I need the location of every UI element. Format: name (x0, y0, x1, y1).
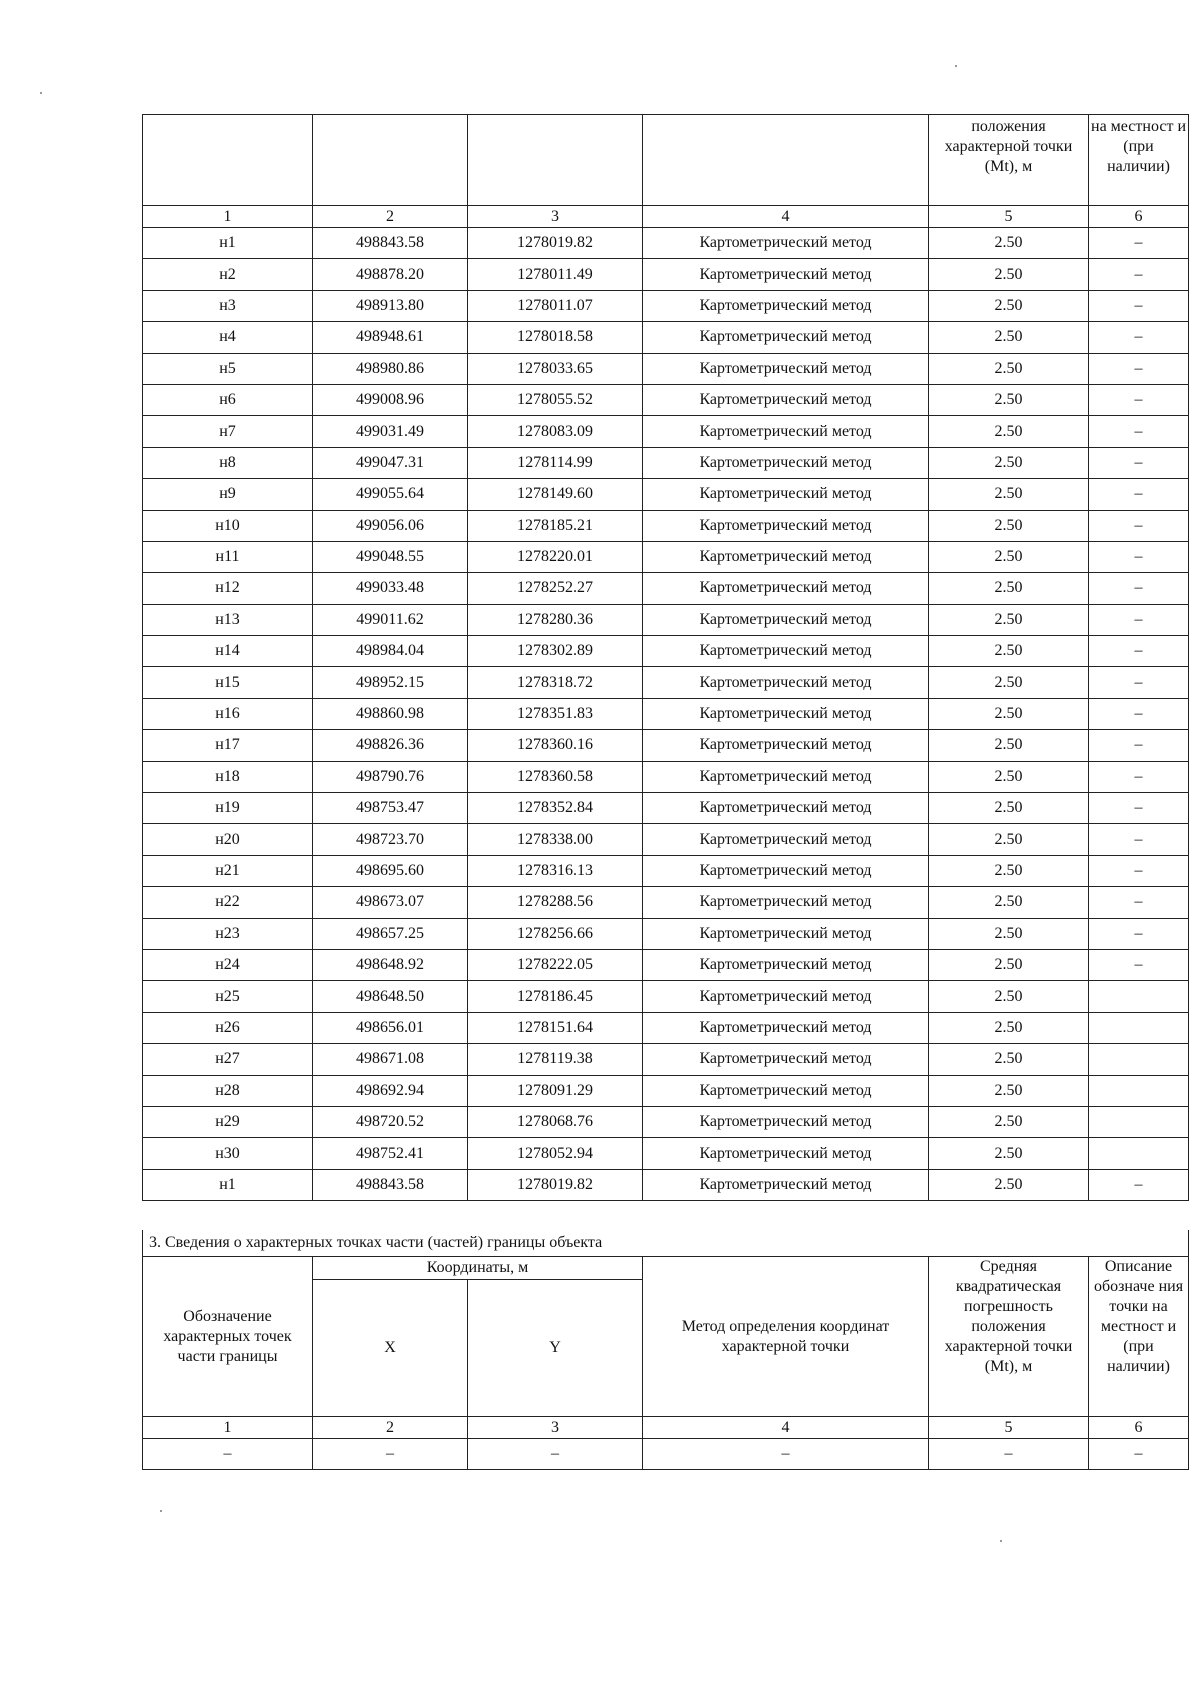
section3-header-row-1 (143, 1257, 1189, 1280)
header-coordinates: Координаты, м (313, 1257, 643, 1280)
point-name-cell: н19 (143, 793, 313, 824)
x-coordinate-cell: 498695.60 (313, 855, 468, 886)
y-coordinate-cell: 1278338.00 (468, 824, 643, 855)
x-coordinate-cell: 498843.58 (313, 1169, 468, 1200)
point-name-cell: н23 (143, 918, 313, 949)
mean-error-cell: 2.50 (929, 1044, 1089, 1075)
y-coordinate-cell: 1278149.60 (468, 479, 643, 510)
point-name-cell: н12 (143, 573, 313, 604)
description-cell: – (1089, 353, 1189, 384)
column-number-row (143, 1417, 1189, 1439)
description-cell (1089, 1012, 1189, 1043)
point-name-cell: н18 (143, 761, 313, 792)
method-cell: Картометрический метод (643, 698, 929, 729)
point-name-cell: н17 (143, 730, 313, 761)
mean-error-cell: 2.50 (929, 604, 1089, 635)
point-name-cell: н15 (143, 667, 313, 698)
x-coordinate-cell: 498984.04 (313, 636, 468, 667)
method-cell: Картометрический метод (643, 855, 929, 886)
y-coordinate-cell: 1278083.09 (468, 416, 643, 447)
table-row (143, 636, 1189, 667)
method-cell: Картометрический метод (643, 353, 929, 384)
description-cell: – (1089, 290, 1189, 321)
method-cell: Картометрический метод (643, 510, 929, 541)
description-cell: – (1089, 447, 1189, 478)
col-number: 2 (313, 206, 468, 228)
table-row (143, 384, 1189, 415)
mean-error-cell: 2.50 (929, 667, 1089, 698)
scan-speck (1000, 1540, 1002, 1542)
header-description: Описание обозначе ния точки на местност и (при наличии) (1089, 1257, 1189, 1417)
point-name-cell: н2 (143, 259, 313, 290)
y-coordinate-cell: 1278252.27 (468, 573, 643, 604)
description-cell: – (1089, 949, 1189, 980)
y-coordinate-cell: 1278068.76 (468, 1106, 643, 1137)
x-coordinate-cell: 498656.01 (313, 1012, 468, 1043)
y-coordinate-cell: 1278351.83 (468, 698, 643, 729)
point-name-cell: н20 (143, 824, 313, 855)
y-coordinate-cell: 1278011.07 (468, 290, 643, 321)
mean-error-cell: 2.50 (929, 1075, 1089, 1106)
method-cell: Картометрический метод (643, 322, 929, 353)
mean-error-cell: 2.50 (929, 573, 1089, 604)
x-coordinate-cell: 498720.52 (313, 1106, 468, 1137)
y-coordinate-cell: 1278186.45 (468, 981, 643, 1012)
y-coordinate-cell: 1278318.72 (468, 667, 643, 698)
x-coordinate-cell: 498753.47 (313, 793, 468, 824)
table-row (143, 1075, 1189, 1106)
table-row (143, 855, 1189, 886)
empty-cell: – (929, 1439, 1089, 1470)
boundary-points-table (142, 114, 1189, 1201)
x-coordinate-cell: 498648.92 (313, 949, 468, 980)
point-name-cell: н4 (143, 322, 313, 353)
mean-error-cell: 2.50 (929, 1012, 1089, 1043)
y-coordinate-cell: 1278018.58 (468, 322, 643, 353)
mean-error-cell: 2.50 (929, 353, 1089, 384)
point-name-cell: н10 (143, 510, 313, 541)
mean-error-cell: 2.50 (929, 824, 1089, 855)
method-cell: Картометрический метод (643, 1138, 929, 1169)
header-x: X (313, 1280, 468, 1417)
method-cell: Картометрический метод (643, 981, 929, 1012)
y-coordinate-cell: 1278119.38 (468, 1044, 643, 1075)
table-header-continued (143, 115, 1189, 206)
col-number: 4 (643, 1417, 929, 1439)
y-coordinate-cell: 1278360.58 (468, 761, 643, 792)
mean-error-cell: 2.50 (929, 290, 1089, 321)
header-cell-5: положения характерной точки (Mt), м (929, 115, 1089, 206)
y-coordinate-cell: 1278055.52 (468, 384, 643, 415)
point-name-cell: н3 (143, 290, 313, 321)
mean-error-cell: 2.50 (929, 479, 1089, 510)
header-cell-4 (643, 115, 929, 206)
x-coordinate-cell: 499031.49 (313, 416, 468, 447)
point-name-cell: н14 (143, 636, 313, 667)
method-cell: Картометрический метод (643, 636, 929, 667)
method-cell: Картометрический метод (643, 259, 929, 290)
y-coordinate-cell: 1278033.65 (468, 353, 643, 384)
empty-cell: – (468, 1439, 643, 1470)
mean-error-cell: 2.50 (929, 981, 1089, 1012)
mean-error-cell: 2.50 (929, 855, 1089, 886)
method-cell: Картометрический метод (643, 290, 929, 321)
x-coordinate-cell: 498723.70 (313, 824, 468, 855)
x-coordinate-cell: 499011.62 (313, 604, 468, 635)
table-row (143, 479, 1189, 510)
header-method: Метод определения координат характерной точки (643, 1257, 929, 1417)
description-cell (1089, 1044, 1189, 1075)
x-coordinate-cell: 498673.07 (313, 887, 468, 918)
point-name-cell: н6 (143, 384, 313, 415)
mean-error-cell: 2.50 (929, 322, 1089, 353)
table-row (143, 290, 1189, 321)
mean-error-cell: 2.50 (929, 887, 1089, 918)
point-name-cell: н29 (143, 1106, 313, 1137)
table-row (143, 824, 1189, 855)
scan-speck (40, 92, 42, 94)
description-cell: – (1089, 573, 1189, 604)
y-coordinate-cell: 1278352.84 (468, 793, 643, 824)
mean-error-cell: 2.50 (929, 259, 1089, 290)
table-row (143, 730, 1189, 761)
header-y: Y (468, 1280, 643, 1417)
y-coordinate-cell: 1278288.56 (468, 887, 643, 918)
point-name-cell: н24 (143, 949, 313, 980)
col-number: 1 (143, 206, 313, 228)
point-name-cell: н21 (143, 855, 313, 886)
description-cell (1089, 981, 1189, 1012)
table-row (143, 1044, 1189, 1075)
table-row (143, 887, 1189, 918)
description-cell: – (1089, 824, 1189, 855)
mean-error-cell: 2.50 (929, 447, 1089, 478)
description-cell: – (1089, 698, 1189, 729)
method-cell: Картометрический метод (643, 416, 929, 447)
x-coordinate-cell: 498752.41 (313, 1138, 468, 1169)
method-cell: Картометрический метод (643, 541, 929, 572)
table-row (143, 447, 1189, 478)
x-coordinate-cell: 498826.36 (313, 730, 468, 761)
description-cell: – (1089, 855, 1189, 886)
description-cell: – (1089, 479, 1189, 510)
mean-error-cell: 2.50 (929, 793, 1089, 824)
part-boundary-points-table (142, 1230, 1189, 1470)
x-coordinate-cell: 498878.20 (313, 259, 468, 290)
mean-error-cell: 2.50 (929, 510, 1089, 541)
method-cell: Картометрический метод (643, 761, 929, 792)
y-coordinate-cell: 1278019.82 (468, 228, 643, 259)
x-coordinate-cell: 499055.64 (313, 479, 468, 510)
point-name-cell: н22 (143, 887, 313, 918)
col-number: 3 (468, 206, 643, 228)
point-name-cell: н11 (143, 541, 313, 572)
point-name-cell: н5 (143, 353, 313, 384)
method-cell: Картометрический метод (643, 667, 929, 698)
mean-error-cell: 2.50 (929, 918, 1089, 949)
description-cell: – (1089, 887, 1189, 918)
y-coordinate-cell: 1278019.82 (468, 1169, 643, 1200)
empty-cell: – (313, 1439, 468, 1470)
description-cell: – (1089, 761, 1189, 792)
header-cell-3 (468, 115, 643, 206)
mean-error-cell: 2.50 (929, 636, 1089, 667)
table-row (143, 259, 1189, 290)
header-mean-error: Средняя квадратическая погрешность положения характерной точки (Mt), м (929, 1257, 1089, 1417)
point-name-cell: н1 (143, 1169, 313, 1200)
mean-error-cell: 2.50 (929, 1138, 1089, 1169)
empty-cell: – (1089, 1439, 1189, 1470)
point-name-cell: н26 (143, 1012, 313, 1043)
method-cell: Картометрический метод (643, 730, 929, 761)
method-cell: Картометрический метод (643, 887, 929, 918)
method-cell: Картометрический метод (643, 1106, 929, 1137)
x-coordinate-cell: 498913.80 (313, 290, 468, 321)
table-row (143, 793, 1189, 824)
table-row (143, 510, 1189, 541)
description-cell: – (1089, 793, 1189, 824)
mean-error-cell: 2.50 (929, 384, 1089, 415)
y-coordinate-cell: 1278280.36 (468, 604, 643, 635)
x-coordinate-cell: 498657.25 (313, 918, 468, 949)
point-name-cell: н30 (143, 1138, 313, 1169)
method-cell: Картометрический метод (643, 918, 929, 949)
table-row (143, 1138, 1189, 1169)
y-coordinate-cell: 1278151.64 (468, 1012, 643, 1043)
empty-cell: – (643, 1439, 929, 1470)
y-coordinate-cell: 1278256.66 (468, 918, 643, 949)
y-coordinate-cell: 1278052.94 (468, 1138, 643, 1169)
y-coordinate-cell: 1278360.16 (468, 730, 643, 761)
point-name-cell: н7 (143, 416, 313, 447)
mean-error-cell: 2.50 (929, 1169, 1089, 1200)
header-cell-2 (313, 115, 468, 206)
method-cell: Картометрический метод (643, 824, 929, 855)
method-cell: Картометрический метод (643, 1169, 929, 1200)
method-cell: Картометрический метод (643, 1012, 929, 1043)
description-cell: – (1089, 604, 1189, 635)
description-cell: – (1089, 384, 1189, 415)
mean-error-cell: 2.50 (929, 541, 1089, 572)
empty-cell: – (143, 1439, 313, 1470)
x-coordinate-cell: 499033.48 (313, 573, 468, 604)
mean-error-cell: 2.50 (929, 698, 1089, 729)
col-number: 1 (143, 1417, 313, 1439)
description-cell: – (1089, 730, 1189, 761)
mean-error-cell: 2.50 (929, 1106, 1089, 1137)
x-coordinate-cell: 498948.61 (313, 322, 468, 353)
table-row (143, 918, 1189, 949)
point-name-cell: н25 (143, 981, 313, 1012)
point-name-cell: н27 (143, 1044, 313, 1075)
y-coordinate-cell: 1278316.13 (468, 855, 643, 886)
x-coordinate-cell: 498980.86 (313, 353, 468, 384)
y-coordinate-cell: 1278011.49 (468, 259, 643, 290)
method-cell: Картометрический метод (643, 1075, 929, 1106)
description-cell (1089, 1075, 1189, 1106)
x-coordinate-cell: 499047.31 (313, 447, 468, 478)
mean-error-cell: 2.50 (929, 730, 1089, 761)
point-name-cell: н8 (143, 447, 313, 478)
y-coordinate-cell: 1278185.21 (468, 510, 643, 541)
point-name-cell: н13 (143, 604, 313, 635)
mean-error-cell: 2.50 (929, 228, 1089, 259)
col-number: 6 (1089, 1417, 1189, 1439)
mean-error-cell: 2.50 (929, 949, 1089, 980)
x-coordinate-cell: 498790.76 (313, 761, 468, 792)
table-row (143, 667, 1189, 698)
description-cell (1089, 1138, 1189, 1169)
scan-speck (955, 65, 957, 67)
description-cell: – (1089, 667, 1189, 698)
table-row (143, 949, 1189, 980)
table-row (143, 1012, 1189, 1043)
col-number: 3 (468, 1417, 643, 1439)
mean-error-cell: 2.50 (929, 416, 1089, 447)
method-cell: Картометрический метод (643, 793, 929, 824)
table-row (143, 573, 1189, 604)
method-cell: Картометрический метод (643, 949, 929, 980)
description-cell: – (1089, 322, 1189, 353)
point-name-cell: н28 (143, 1075, 313, 1106)
y-coordinate-cell: 1278091.29 (468, 1075, 643, 1106)
method-cell: Картометрический метод (643, 1044, 929, 1075)
method-cell: Картометрический метод (643, 384, 929, 415)
table-row (143, 322, 1189, 353)
point-name-cell: н9 (143, 479, 313, 510)
description-cell: – (1089, 259, 1189, 290)
y-coordinate-cell: 1278114.99 (468, 447, 643, 478)
y-coordinate-cell: 1278220.01 (468, 541, 643, 572)
x-coordinate-cell: 499008.96 (313, 384, 468, 415)
table-row (143, 981, 1189, 1012)
description-cell: – (1089, 541, 1189, 572)
x-coordinate-cell: 498860.98 (313, 698, 468, 729)
table-row (143, 761, 1189, 792)
header-cell-6: на местност и (при наличии) (1089, 115, 1189, 206)
method-cell: Картометрический метод (643, 479, 929, 510)
method-cell: Картометрический метод (643, 228, 929, 259)
table-row (143, 541, 1189, 572)
column-number-row (143, 206, 1189, 228)
x-coordinate-cell: 498648.50 (313, 981, 468, 1012)
description-cell: – (1089, 416, 1189, 447)
x-coordinate-cell: 498671.08 (313, 1044, 468, 1075)
col-number: 6 (1089, 206, 1189, 228)
description-cell: – (1089, 1169, 1189, 1200)
col-number: 2 (313, 1417, 468, 1439)
x-coordinate-cell: 499048.55 (313, 541, 468, 572)
description-cell (1089, 1106, 1189, 1137)
x-coordinate-cell: 499056.06 (313, 510, 468, 541)
section-title: 3. Сведения о характерных точках части (частей) границы объекта (143, 1230, 1189, 1257)
mean-error-cell: 2.50 (929, 761, 1089, 792)
point-name-cell: н16 (143, 698, 313, 729)
x-coordinate-cell: 498952.15 (313, 667, 468, 698)
table-row (143, 416, 1189, 447)
y-coordinate-cell: 1278302.89 (468, 636, 643, 667)
y-coordinate-cell: 1278222.05 (468, 949, 643, 980)
table-row (143, 698, 1189, 729)
scan-speck (160, 1510, 162, 1512)
col-number: 5 (929, 206, 1089, 228)
x-coordinate-cell: 498692.94 (313, 1075, 468, 1106)
col-number: 5 (929, 1417, 1089, 1439)
table-row (143, 1106, 1189, 1137)
table-row (143, 604, 1189, 635)
description-cell: – (1089, 636, 1189, 667)
header-cell-1 (143, 115, 313, 206)
col-number: 4 (643, 206, 929, 228)
table-row (143, 1169, 1189, 1200)
method-cell: Картометрический метод (643, 447, 929, 478)
header-point-designation: Обозначение характерных точек части границы (143, 1257, 313, 1417)
table-row (143, 228, 1189, 259)
x-coordinate-cell: 498843.58 (313, 228, 468, 259)
description-cell: – (1089, 510, 1189, 541)
method-cell: Картометрический метод (643, 573, 929, 604)
description-cell: – (1089, 918, 1189, 949)
point-name-cell: н1 (143, 228, 313, 259)
method-cell: Картометрический метод (643, 604, 929, 635)
description-cell: – (1089, 228, 1189, 259)
table-row (143, 353, 1189, 384)
table-row (143, 1439, 1189, 1470)
